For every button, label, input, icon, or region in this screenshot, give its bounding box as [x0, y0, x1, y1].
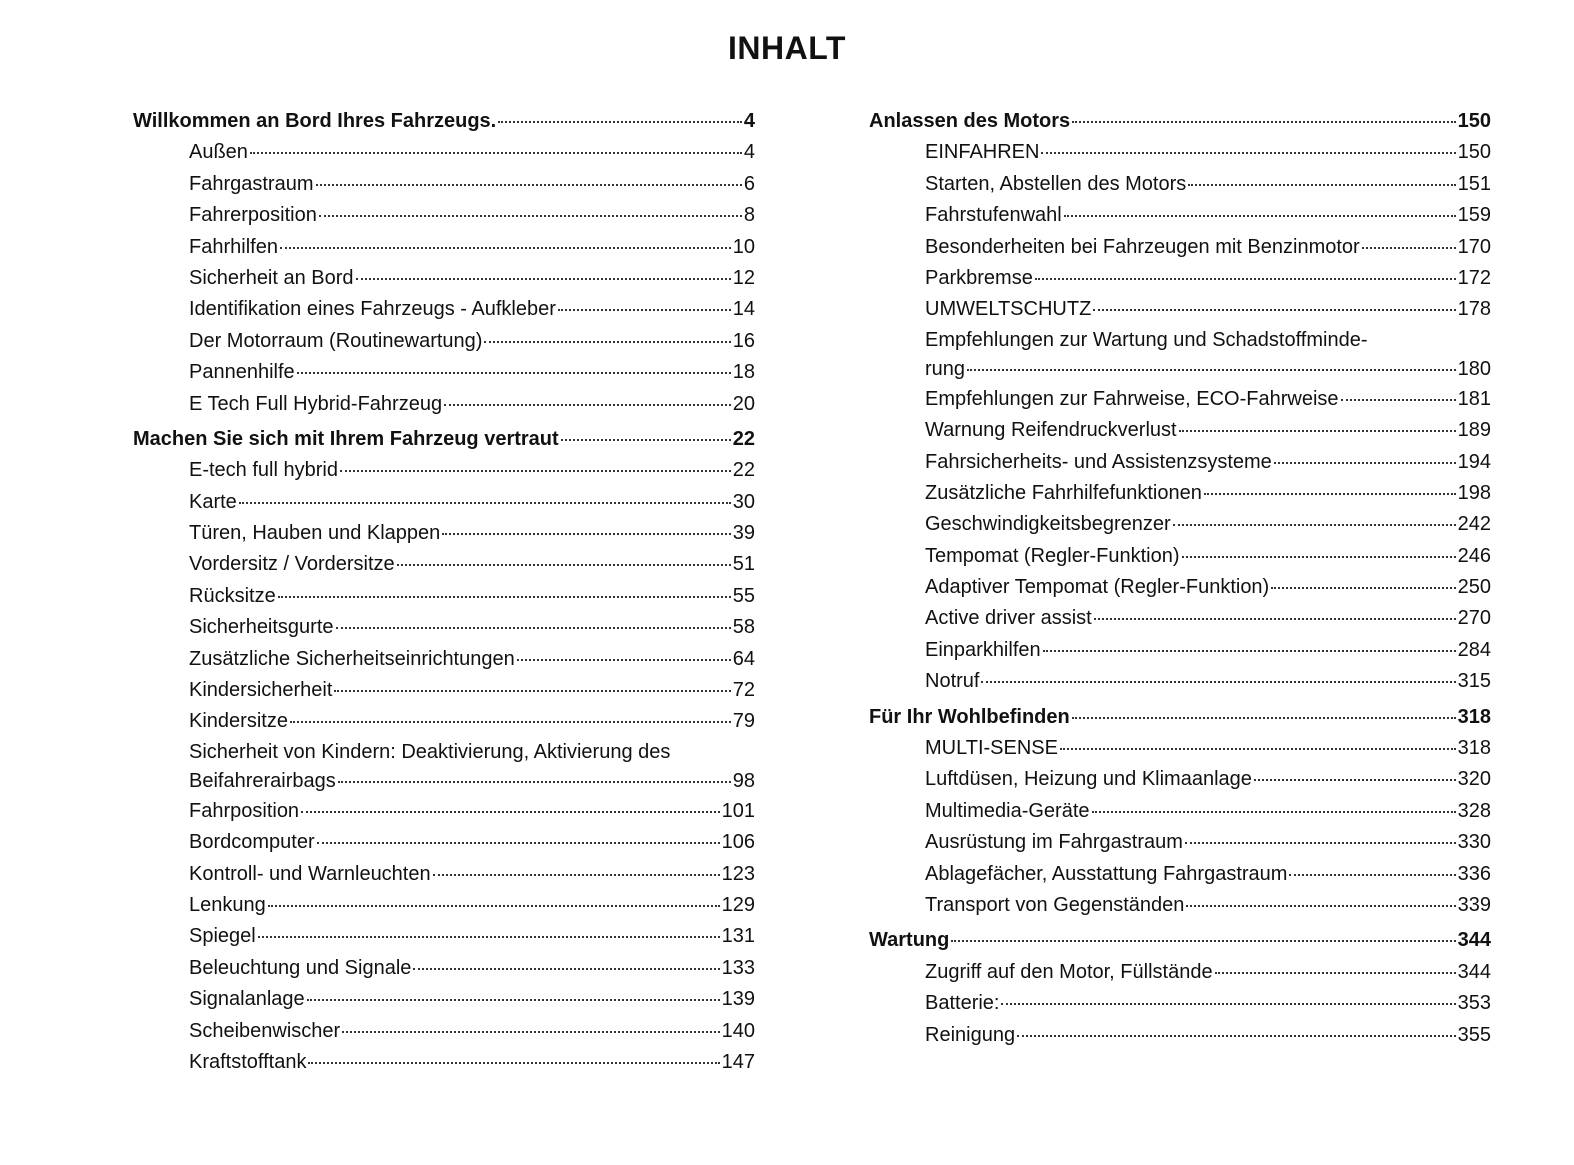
entry-title: Der Motorraum (Routinewartung): [189, 329, 483, 352]
entry-title: Kraftstofftank: [189, 1050, 307, 1073]
entry-title: Warnung Reifendruckverlust: [925, 419, 1177, 442]
entry-title: Zusätzliche Fahrhilfefunktionen: [925, 481, 1202, 504]
dot-leader: [1182, 556, 1456, 558]
section-title: Machen Sie sich mit Ihrem Fahrzeug vertraut: [133, 427, 559, 450]
entry-title: Reinigung: [925, 1023, 1016, 1046]
toc-entry[interactable]: [133, 859, 755, 890]
toc-entry[interactable]: [133, 326, 755, 357]
dot-leader: [1017, 1035, 1456, 1037]
toc-section-heading[interactable]: [869, 925, 1491, 956]
page-number: 170: [1457, 235, 1491, 258]
dot-leader: [1173, 524, 1456, 526]
entry-title: Pannenhilfe: [189, 361, 295, 384]
entry-title: Fahrposition: [189, 799, 300, 822]
toc-entry[interactable]: [133, 921, 755, 952]
section-title: Wartung: [869, 929, 950, 952]
page-number: 55: [732, 584, 755, 607]
toc-entry[interactable]: [869, 263, 1491, 294]
toc-section-heading[interactable]: [133, 424, 755, 455]
dot-leader: [1185, 842, 1456, 844]
entry-title: Fahrerposition: [189, 204, 317, 227]
page-number: 64: [732, 647, 755, 670]
dot-leader: [1204, 493, 1456, 495]
dot-leader: [338, 781, 731, 783]
page-number: 72: [732, 679, 755, 702]
page-number: 133: [721, 956, 755, 979]
entry-title: Kontroll- und Warnleuchten: [189, 862, 431, 885]
entry-title: Multimedia-Geräte: [925, 799, 1090, 822]
page-number: 58: [732, 616, 755, 639]
dot-leader: [1271, 587, 1455, 589]
page-number: 330: [1457, 831, 1491, 854]
toc-section: [869, 925, 1491, 1051]
toc-entry[interactable]: [869, 447, 1491, 478]
toc-entry[interactable]: [869, 200, 1491, 231]
dot-leader: [258, 936, 720, 938]
page-number: 181: [1457, 387, 1491, 410]
entry-title: Kindersitze: [189, 710, 288, 733]
page-number: 101: [721, 799, 755, 822]
page-number: 139: [721, 988, 755, 1011]
page-title: INHALT: [728, 30, 846, 66]
toc-entry[interactable]: [133, 1016, 755, 1047]
toc-entry[interactable]: [869, 384, 1491, 415]
entry-title: Empfehlungen zur Fahrweise, ECO-Fahrweise: [925, 387, 1339, 410]
page-number: 178: [1457, 298, 1491, 321]
page-number: 18: [732, 361, 755, 384]
toc-entry[interactable]: [869, 1020, 1491, 1051]
page-number: 344: [1457, 960, 1491, 983]
page-number: 198: [1457, 481, 1491, 504]
page-number: 246: [1457, 544, 1491, 567]
dot-leader: [397, 564, 731, 566]
dot-leader: [413, 968, 719, 970]
toc-entry[interactable]: [133, 294, 755, 325]
page-number: 131: [721, 925, 755, 948]
dot-leader: [517, 659, 731, 661]
page-number: 98: [732, 769, 755, 792]
dot-leader: [301, 811, 720, 813]
dot-leader: [1289, 874, 1455, 876]
entry-title: Zusätzliche Sicherheitseinrichtungen: [189, 647, 515, 670]
entry-title: Empfehlungen zur Wartung und Schadstoffminde-: [925, 328, 1368, 351]
page-number: 22: [732, 459, 755, 482]
entry-title: Spiegel: [189, 925, 256, 948]
entry-title: Tempomat (Regler-Funktion): [925, 544, 1180, 567]
page-number: 318: [1457, 705, 1491, 728]
toc-entry[interactable]: [133, 200, 755, 231]
dot-leader: [442, 533, 730, 535]
toc-entry[interactable]: [133, 612, 755, 643]
dot-leader: [297, 372, 731, 374]
toc-entry[interactable]: [133, 953, 755, 984]
page-number: 79: [732, 710, 755, 733]
toc-entry[interactable]: [133, 581, 755, 612]
page-number: 328: [1457, 799, 1491, 822]
toc-entry[interactable]: [869, 890, 1491, 921]
page-number: 172: [1457, 266, 1491, 289]
page-number: 8: [743, 204, 755, 227]
toc-entry[interactable]: [133, 455, 755, 486]
entry-title: Sicherheit an Bord: [189, 266, 354, 289]
entry-title-continued: Beifahrerairbags: [189, 769, 336, 792]
entry-title: E-tech full hybrid: [189, 459, 338, 482]
entry-title: Fahrgastraum: [189, 172, 314, 195]
dot-leader: [342, 1031, 719, 1033]
dot-leader: [498, 121, 742, 123]
entry-title: Active driver assist: [925, 607, 1092, 630]
page-number: 106: [721, 831, 755, 854]
page-number: 30: [732, 490, 755, 513]
page-number: 194: [1457, 450, 1491, 473]
entry-title: UMWELTSCHUTZ: [925, 298, 1092, 321]
toc-entry[interactable]: [133, 675, 755, 706]
entry-title: Fahrhilfen: [189, 235, 278, 258]
toc-entry[interactable]: [133, 644, 755, 675]
page-number: 250: [1457, 576, 1491, 599]
dot-leader: [1035, 278, 1456, 280]
page-number: 39: [732, 522, 755, 545]
dot-leader: [1043, 650, 1456, 652]
page-number: 6: [743, 172, 755, 195]
entry-title: Besonderheiten bei Fahrzeugen mit Benzinmotor: [925, 235, 1360, 258]
entry-title: E Tech Full Hybrid-Fahrzeug: [189, 392, 443, 415]
page-number: 339: [1457, 893, 1491, 916]
toc-right-column: [869, 106, 1491, 1055]
page-number: 320: [1457, 768, 1491, 791]
dot-leader: [1179, 430, 1456, 432]
dot-leader: [334, 690, 730, 692]
entry-title: Beleuchtung und Signale: [189, 956, 412, 979]
dot-leader: [1041, 152, 1455, 154]
toc-entry[interactable]: [133, 796, 755, 827]
toc-entry[interactable]: [869, 326, 1491, 384]
dot-leader: [268, 905, 720, 907]
toc-entry[interactable]: [869, 294, 1491, 325]
page-number: 22: [732, 427, 755, 450]
dot-leader: [1188, 184, 1455, 186]
toc-entry[interactable]: [133, 263, 755, 294]
page-number: 10: [732, 235, 755, 258]
entry-title: Starten, Abstellen des Motors: [925, 172, 1187, 195]
dot-leader: [307, 999, 720, 1001]
toc-entry[interactable]: [869, 859, 1491, 890]
page-number: 129: [721, 893, 755, 916]
dot-leader: [561, 439, 731, 441]
toc-entry[interactable]: [133, 487, 755, 518]
toc-section-heading[interactable]: [869, 702, 1491, 733]
entry-title: Außen: [189, 141, 248, 164]
entry-title: Geschwindigkeitsbegrenzer: [925, 513, 1171, 536]
toc-entry[interactable]: [869, 764, 1491, 795]
dot-leader: [336, 627, 731, 629]
entry-title: Luftdüsen, Heizung und Klimaanlage: [925, 768, 1252, 791]
entry-title: Fahrstufenwahl: [925, 204, 1062, 227]
entry-title: Parkbremse: [925, 266, 1033, 289]
dot-leader: [1092, 811, 1456, 813]
toc-entry[interactable]: [133, 169, 755, 200]
page-number: 151: [1457, 172, 1491, 195]
entry-title: Einparkhilfen: [925, 638, 1041, 661]
page-number: 14: [732, 298, 755, 321]
toc-entry[interactable]: [869, 957, 1491, 988]
dot-leader: [1341, 399, 1456, 401]
entry-title: Rücksitze: [189, 584, 276, 607]
entry-title: Vordersitz / Vordersitze: [189, 553, 395, 576]
page-number: 147: [721, 1050, 755, 1073]
page-number: 318: [1457, 737, 1491, 760]
toc-section: [869, 106, 1491, 698]
entry-title: Signalanlage: [189, 988, 305, 1011]
entry-title: Bordcomputer: [189, 831, 315, 854]
toc-entry[interactable]: [869, 796, 1491, 827]
dot-leader: [1093, 309, 1455, 311]
page-number: 12: [732, 266, 755, 289]
toc-entry[interactable]: [869, 232, 1491, 263]
toc-entry[interactable]: [133, 357, 755, 388]
dot-leader: [484, 341, 730, 343]
dot-leader: [1215, 972, 1456, 974]
dot-leader: [319, 215, 742, 217]
toc-entry[interactable]: [133, 137, 755, 168]
toc-section-heading[interactable]: [869, 106, 1491, 137]
dot-leader: [1072, 121, 1455, 123]
page-number: 159: [1457, 204, 1491, 227]
dot-leader: [1001, 1003, 1455, 1005]
entry-title: MULTI-SENSE: [925, 737, 1058, 760]
page-number: 150: [1457, 141, 1491, 164]
page-number: 16: [732, 329, 755, 352]
dot-leader: [444, 404, 731, 406]
toc-section: [133, 106, 755, 420]
dot-leader: [1274, 462, 1456, 464]
toc-entry[interactable]: [133, 738, 755, 796]
dot-leader: [967, 369, 1456, 371]
entry-title-continued: rung: [925, 357, 966, 380]
toc-entry[interactable]: [869, 733, 1491, 764]
page-number: 355: [1457, 1023, 1491, 1046]
page-number: 189: [1457, 419, 1491, 442]
section-title: Für Ihr Wohlbefinden: [869, 705, 1070, 728]
page-number: 51: [732, 553, 755, 576]
page-number: 20: [732, 392, 755, 415]
entry-title: Sicherheitsgurte: [189, 616, 334, 639]
entry-title: Sicherheit von Kindern: Deaktivierung, Aktivierung des: [189, 740, 671, 763]
entry-title: EINFAHREN: [925, 141, 1040, 164]
page-number: 180: [1457, 357, 1491, 380]
page-number: 315: [1457, 670, 1491, 693]
entry-title: Kindersicherheit: [189, 679, 333, 702]
toc-entry[interactable]: [869, 635, 1491, 666]
entry-title: Ausrüstung im Fahrgastraum: [925, 831, 1183, 854]
toc-section: [133, 424, 755, 1078]
toc-entry[interactable]: [133, 706, 755, 737]
dot-leader: [1060, 748, 1456, 750]
toc-entry[interactable]: [869, 169, 1491, 200]
page-number: 140: [721, 1019, 755, 1042]
dot-leader: [250, 152, 742, 154]
entry-title: Identifikation eines Fahrzeugs - Aufkleber: [189, 298, 556, 321]
page-number: 242: [1457, 513, 1491, 536]
dot-leader: [1094, 618, 1456, 620]
toc-entry[interactable]: [133, 984, 755, 1015]
dot-leader: [316, 184, 742, 186]
toc-section: [869, 702, 1491, 922]
toc-entry[interactable]: [133, 890, 755, 921]
dot-leader: [1072, 717, 1456, 719]
entry-title: Karte: [189, 490, 237, 513]
dot-leader: [951, 940, 1455, 942]
toc-entry[interactable]: [869, 509, 1491, 540]
entry-title: Transport von Gegenständen: [925, 893, 1185, 916]
section-title: Anlassen des Motors: [869, 110, 1071, 132]
entry-title: Fahrsicherheits- und Assistenzsysteme: [925, 450, 1272, 473]
entry-title: Türen, Hauben und Klappen: [189, 522, 441, 545]
page-number: 123: [721, 862, 755, 885]
page-number: 4: [743, 110, 755, 132]
page-number: 284: [1457, 638, 1491, 661]
toc-entry[interactable]: [133, 232, 755, 263]
dot-leader: [340, 470, 731, 472]
page-number: 4: [743, 141, 755, 164]
dot-leader: [280, 247, 731, 249]
dot-leader: [278, 596, 731, 598]
page-number: 336: [1457, 862, 1491, 885]
dot-leader: [308, 1062, 719, 1064]
toc-entry[interactable]: [133, 1047, 755, 1078]
dot-leader: [433, 874, 720, 876]
entry-title: Adaptiver Tempomat (Regler-Funktion): [925, 576, 1270, 599]
dot-leader: [1064, 215, 1456, 217]
toc-entry[interactable]: [133, 827, 755, 858]
dot-leader: [290, 721, 731, 723]
page-number: 353: [1457, 992, 1491, 1015]
toc-entry[interactable]: [133, 518, 755, 549]
toc-entry[interactable]: [869, 541, 1491, 572]
toc-entry[interactable]: [869, 572, 1491, 603]
entry-title: Batterie:: [925, 992, 1000, 1015]
section-title: Willkommen an Bord Ihres Fahrzeugs.: [133, 110, 497, 132]
toc-entry[interactable]: [869, 415, 1491, 446]
entry-title: Scheibenwischer: [189, 1019, 341, 1042]
entry-title: Lenkung: [189, 893, 266, 916]
entry-title: Ablagefächer, Ausstattung Fahrgastraum: [925, 862, 1288, 885]
page-number: 150: [1457, 110, 1491, 132]
toc-entry[interactable]: [869, 137, 1491, 168]
dot-leader: [356, 278, 731, 280]
toc-entry[interactable]: [869, 603, 1491, 634]
dot-leader: [239, 502, 731, 504]
dot-leader: [981, 681, 1455, 683]
entry-title: Notruf: [925, 670, 980, 693]
dot-leader: [317, 842, 720, 844]
toc-entry[interactable]: [133, 389, 755, 420]
toc-section-heading[interactable]: [133, 106, 755, 137]
dot-leader: [1186, 905, 1455, 907]
toc-entry[interactable]: [869, 478, 1491, 509]
entry-title: Zugriff auf den Motor, Füllstände: [925, 960, 1213, 983]
dot-leader: [558, 309, 731, 311]
dot-leader: [1254, 779, 1456, 781]
toc-entry[interactable]: [133, 549, 755, 580]
toc-entry[interactable]: [869, 666, 1491, 697]
dot-leader: [1362, 247, 1456, 249]
page-number: 270: [1457, 607, 1491, 630]
toc-left-column: [133, 106, 755, 1082]
toc-entry[interactable]: [869, 988, 1491, 1019]
toc-entry[interactable]: [869, 827, 1491, 858]
page-number: 344: [1457, 929, 1491, 952]
